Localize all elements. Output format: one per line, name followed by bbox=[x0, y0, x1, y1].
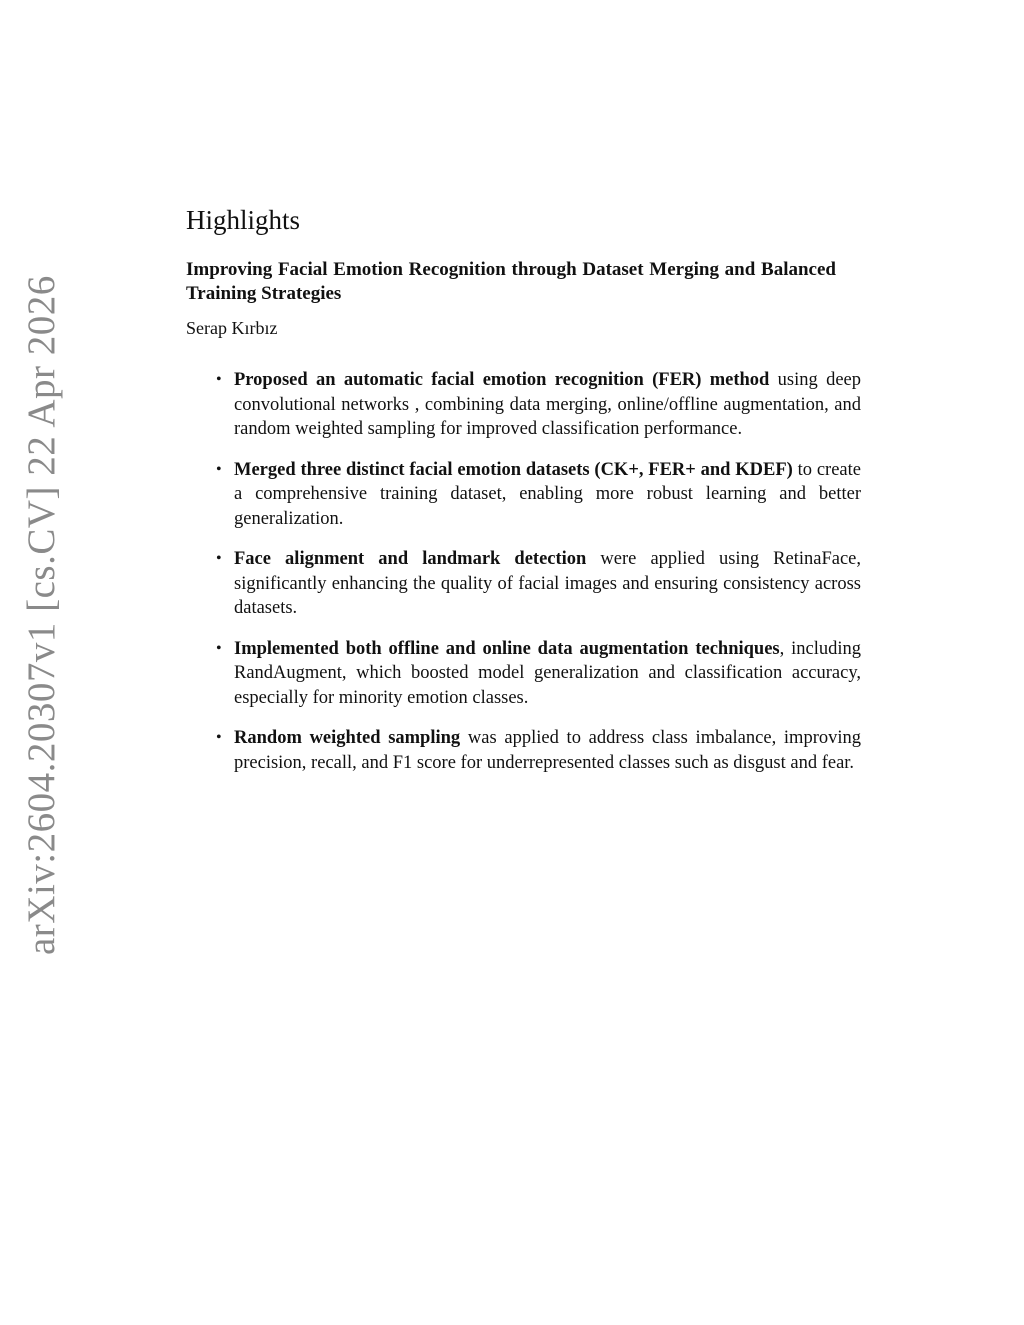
bullet-icon: • bbox=[216, 550, 222, 568]
bullet-icon: • bbox=[216, 371, 222, 389]
highlight-item bbox=[216, 368, 861, 442]
highlight-text: using deep convolutional networks , combining data merging, online/offline augmentation, and random weighted sampling for improved classification performance. bbox=[234, 370, 861, 440]
highlight-lead: Merged three distinct facial emotion datasets (CK+, FER+ and KDEF) bbox=[234, 459, 793, 480]
highlight-text: , including RandAugment, which boosted model generalization and classification accuracy, especially for minority emotion classes. bbox=[234, 638, 861, 708]
arxiv-identifier-stamp: arXiv:2604.20307v1 [cs.CV] 22 Apr 2026 bbox=[20, 275, 63, 955]
highlight-lead: Implemented both offline and online data augmentation techniques bbox=[234, 638, 780, 659]
author-name: Serap Kırbız bbox=[186, 318, 278, 339]
highlight-text: were applied using RetinaFace, significantly enhancing the quality of facial images and ensuring consistency across datasets. bbox=[234, 549, 861, 619]
highlights-section bbox=[186, 204, 861, 791]
highlight-text: was applied to address class imbalance, improving precision, recall, and F1 score for underrepresented classes such as disgust and fear. bbox=[234, 728, 861, 773]
highlight-lead: Proposed an automatic facial emotion recognition (FER) method bbox=[234, 370, 770, 391]
bullet-icon: • bbox=[216, 460, 222, 478]
highlight-lead: Face alignment and landmark detection bbox=[234, 549, 587, 570]
paper-title: Improving Facial Emotion Recognition through Dataset Merging and Balanced Training Strategies bbox=[186, 259, 836, 305]
highlights-heading: Highlights bbox=[186, 205, 301, 235]
highlight-item bbox=[216, 726, 861, 775]
highlight-item bbox=[216, 547, 861, 621]
highlight-item bbox=[216, 637, 861, 711]
highlight-text: to create a comprehensive training dataset, enabling more robust learning and better generalization. bbox=[234, 459, 861, 529]
bullet-icon: • bbox=[216, 639, 222, 657]
bullet-icon: • bbox=[216, 729, 222, 747]
highlights-list bbox=[186, 368, 861, 775]
highlight-item bbox=[216, 458, 861, 532]
highlight-lead: Random weighted sampling bbox=[234, 728, 461, 749]
